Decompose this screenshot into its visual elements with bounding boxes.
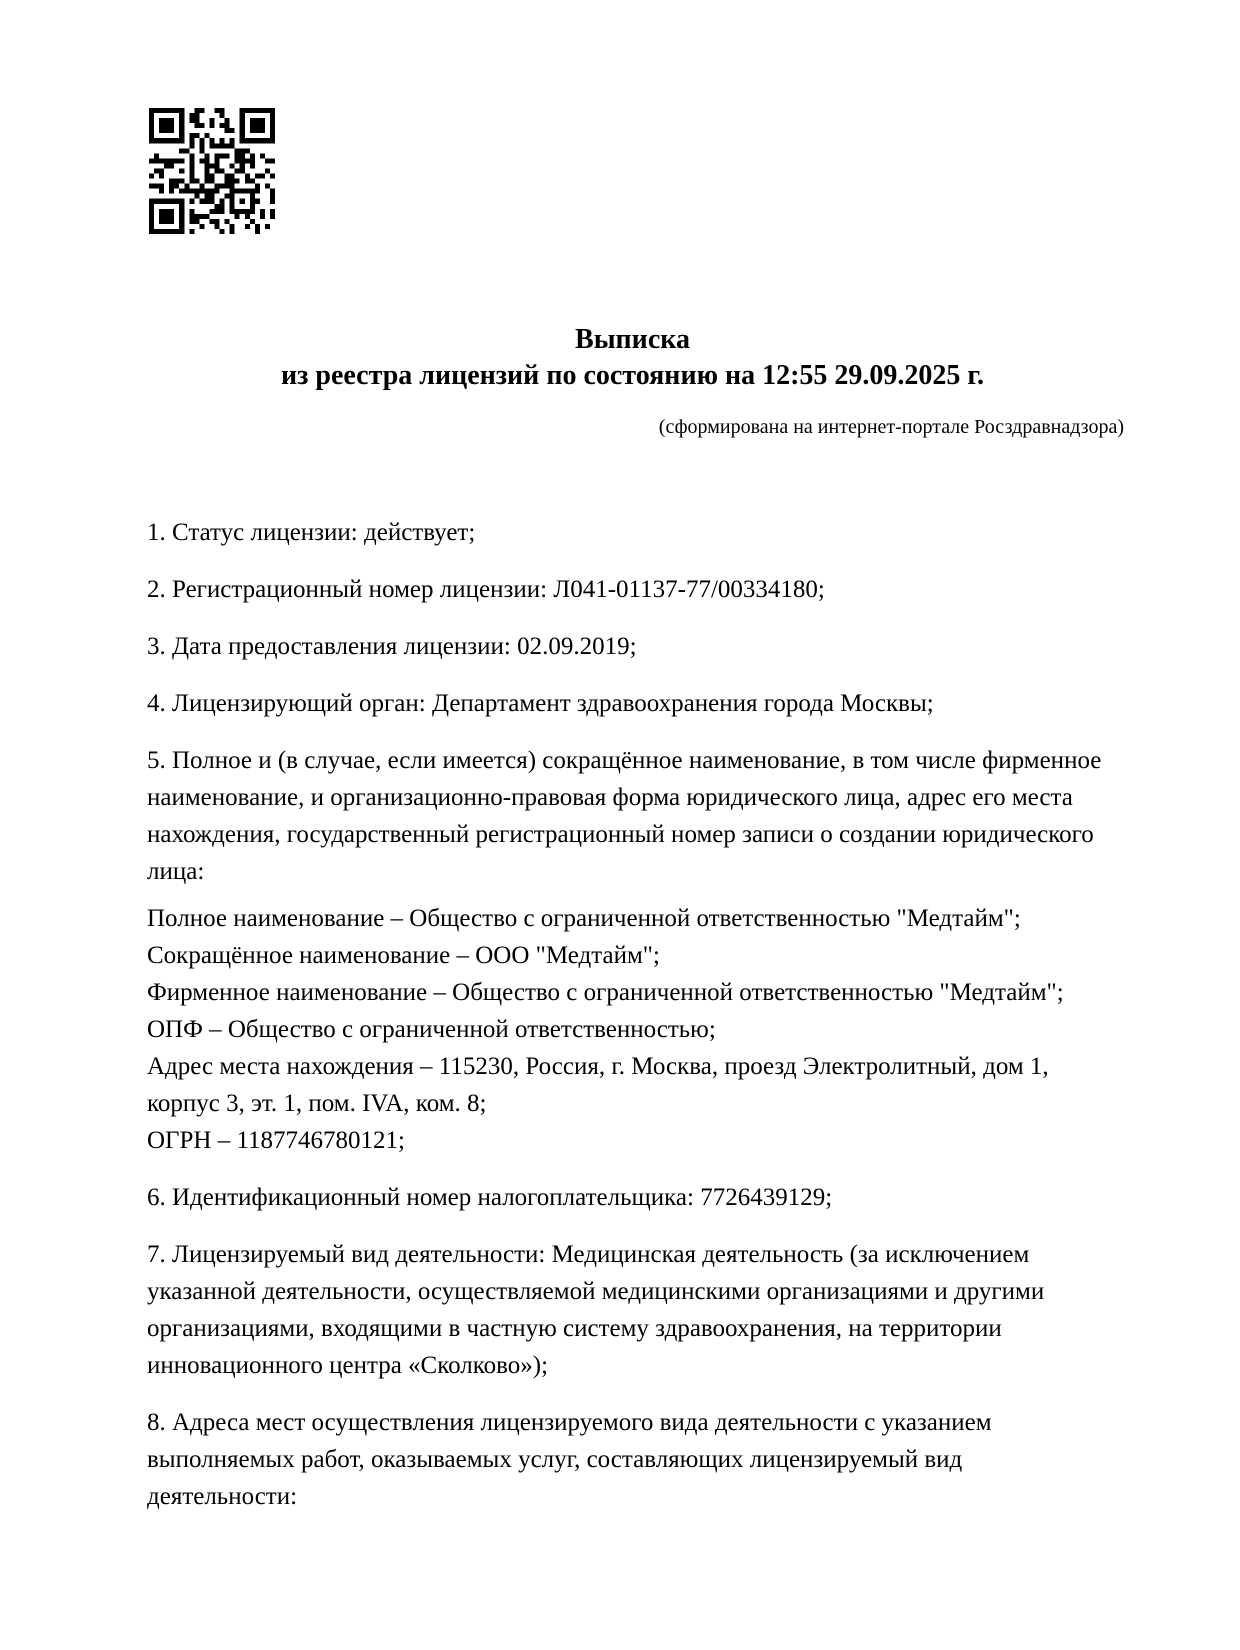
text-line: 8. Адреса мест осуществления лицензируемого вида деятельности с указанием выполняемых работ, оказываемых услуг, составляющих лицензируемый вид деятельности: bbox=[147, 1409, 992, 1510]
document-title bbox=[140, 322, 1125, 394]
paragraph-license-status bbox=[147, 514, 1110, 551]
qr-code-icon bbox=[149, 108, 275, 234]
text-line: 2. Регистрационный номер лицензии: Л041-01137-77/00334180; bbox=[147, 576, 825, 603]
text-line: ОГРН – 1187746780121; bbox=[147, 1127, 405, 1154]
text-line: Фирменное наименование – Общество с ограниченной ответственностью "Медтайм"; bbox=[147, 979, 1064, 1006]
text-line: 4. Лицензирующий орган: Департамент здравоохранения города Москвы; bbox=[147, 690, 934, 717]
paragraph-inn bbox=[147, 1179, 1110, 1216]
text-line: 5. Полное и (в случае, если имеется) сокращённое наименование, в том числе фирменное наименование, и организационно-правовая форма юридического лица, адрес его места нахождения, государственный регистрационный номер записи о создании юридического лица: bbox=[147, 747, 1102, 885]
title-line-2: из реестра лицензий по состоянию на 12:55 29.09.2025 г. bbox=[281, 360, 984, 391]
paragraph-licensing-authority bbox=[147, 685, 1110, 722]
paragraph-grant-date bbox=[147, 628, 1110, 665]
paragraph-org-details bbox=[147, 900, 1110, 1159]
paragraph-licensed-activity bbox=[147, 1236, 1110, 1384]
text-line: ОПФ – Общество с ограниченной ответственностью; bbox=[147, 1016, 716, 1043]
paragraph-registration-number bbox=[147, 571, 1110, 608]
document-body bbox=[147, 514, 1110, 1515]
text-line: Полное наименование – Общество с ограниченной ответственностью "Медтайм"; bbox=[147, 905, 1021, 932]
paragraph-org-info-heading bbox=[147, 742, 1110, 890]
text-line: 3. Дата предоставления лицензии: 02.09.2019; bbox=[147, 633, 637, 660]
text-line: Адрес места нахождения – 115230, Россия, г. Москва, проезд Электролитный, дом 1, корпус 3, эт. 1, пом. IVA, ком. 8; bbox=[147, 1053, 1049, 1117]
title-line-1: Выписка bbox=[575, 324, 690, 355]
paragraph-addresses-heading bbox=[147, 1404, 1110, 1515]
document-subtitle: (сформирована на интернет-портале Росздравнадзора) bbox=[658, 416, 1124, 438]
text-line: 7. Лицензируемый вид деятельности: Медицинская деятельность (за исключением указанной деятельности, осуществляемой медицинскими организациями и другими организациями, входящими в частную систему здравоохранения, на территории инновационного центра «Сколково»); bbox=[147, 1241, 1045, 1379]
text-line: 1. Статус лицензии: действует; bbox=[147, 519, 476, 546]
text-line: 6. Идентификационный номер налогоплательщика: 7726439129; bbox=[147, 1184, 833, 1211]
text-line: Сокращённое наименование – ООО "Медтайм"; bbox=[147, 942, 660, 969]
